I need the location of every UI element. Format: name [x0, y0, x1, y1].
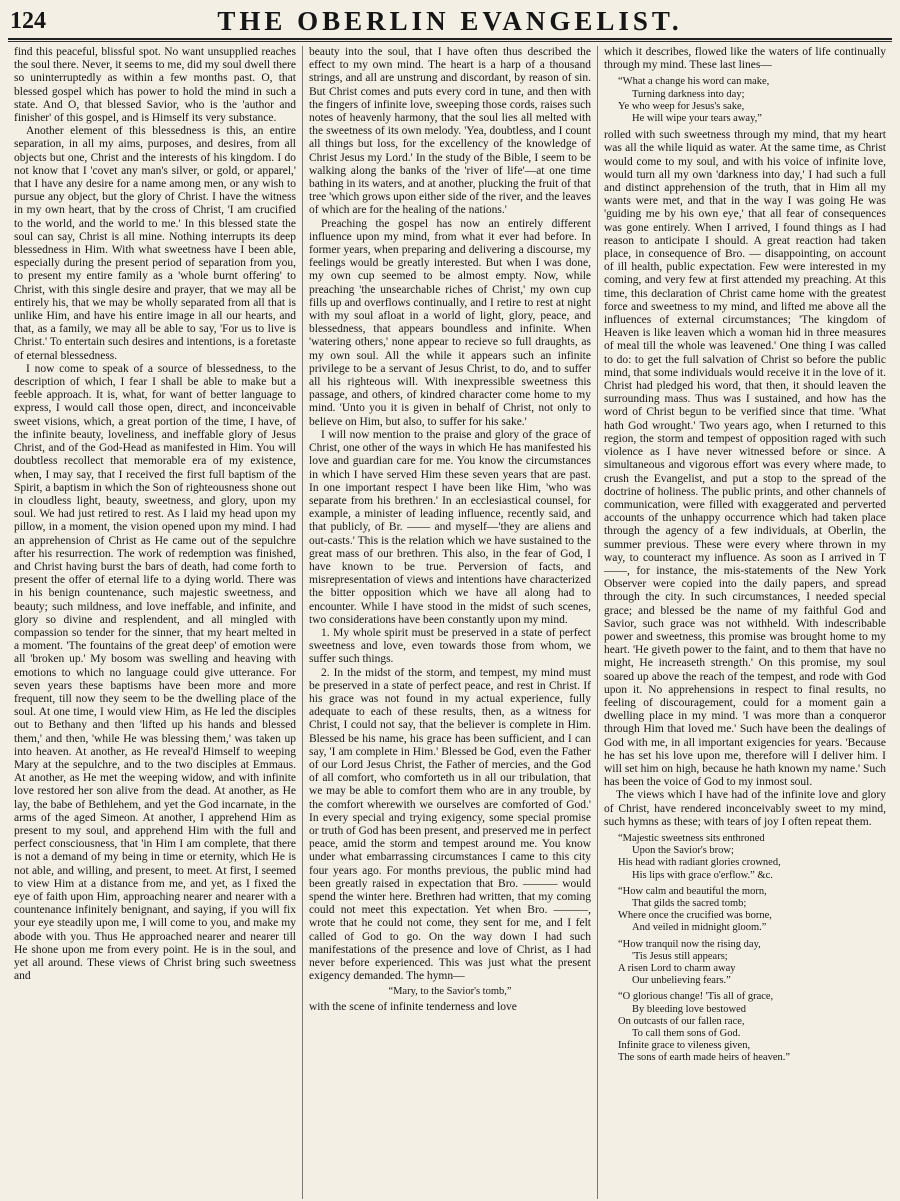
column-1	[8, 46, 302, 1199]
paragraph: which it describes, flowed like the waters of life continually through my mind. These last lines—	[604, 46, 886, 72]
paragraph: beauty into the soul, that I have often thus described the effect to my own mind. The heart is a harp of a thousand strings, and all are unstrung and discordant, by reason of sin. But Christ comes and puts every cord in tune, and then with the fingers of infinite love, sweeping those cords, raises such notes of heavenly harmony, that the soul lies all melted with the sweetness of its own melody. 'Yea, doubtless, and I count all things but loss, for the excellency of the knowledge of Christ Jesus my Lord.' In the study of the Bible, I seem to be walking along the banks of the 'river of life'—at one time bathing in its waters, and at another, plucking the fruit of that tree 'which grows upon either side of the river, and the leaves of which are for the healing of the nations.'	[309, 46, 591, 217]
verse-block	[618, 76, 886, 125]
verse-block	[618, 991, 886, 1064]
verse-line: “What a change his word can make,	[618, 76, 770, 88]
paragraph: I now come to speak of a source of blessedness, to the description of which, I fear I shall be able to make but a feeble approach. It is, what, for want of better language to express, I would call those open, direct, and inconceivable sweet visions, which, a great portion of the time, I have, of the infinite beauty, loveliness, and ineffable glory of Jesus Christ, and of the God-Head as manifested in Him. You will doubtless recollect that memorable era of my existence, when, I may say, that I received the first full baptism of the Spirit, a baptism in which the Son of righteousness shone out in cloudless light, beauty, sweetness, and glory, upon my soul. We had just retired to rest. As I laid my head upon my pillow, in a moment, the vision opened upon my mind. I had an apprehension of Christ as He came out of the sepulchre after his resurrection. The work of redemption was finished, and Christ having burst the bars of death, had come forth to present the offer of eternal life to a dying world. There was in his benign countenance, such majestic sweetness, and beauty; such mildness, and love ineffable, and infinite, and glory so divine and resplendent, and all mingled with compassion so tender for the sinner, that my heart melted in a moment. 'The fountains of the great deep' of emotion were all 'broken up.' My bosom was swelling and heaving with emotions to which no language could give utterance. For seven years these baptisms have been more and more frequent, till now they seem to be the dwelling place of the soul. At one time, I would view Him, as He led the disciples out to Bethany and then 'lifted up his hands and blessed them,' and then, 'while He was blessing them,' was taken up into heaven. At another, as He reveal'd Himself to weeping Mary at the sepulchre, and to the two disciples at Emmaus. At another, as He met the weeping widow, and with infinite love restored her son alive from the dead. At another, as He lay, the babe of Bethlehem, and yet the God incarnate, in the arms of the aged Simeon. At another, I apprehend Him as present to my soul, and apprehend Him with the full and perfect consciousness, that 'in Him I am complete, that there is not a demand of my being in time or eternity, which He is not able, and willing, and present, to meet. At first, I seemed to view Him at a distance from me, and yet, as I fixed the eye of faith upon Him, approaching nearer and nearer with a countenance infinitely benignant, and saying, if you will fix your eye steadily upon me, I will come to you, and make my abode with you. Thus He approached nearer and nearer till He shone upon me from every point. He is in the soul, and yet all around. These views of Christ bring such sweetness and	[14, 362, 296, 983]
verse-line: To call them sons of God.	[632, 1028, 741, 1040]
paragraph: Another element of this blessedness is this, an entire separation, in all my aims, purposes, and desires, from all objects but one, Christ and the interests of his kingdom. I do not know that I 'covet any man's silver, or gold, or apparel,' that I have any desire for a name among men, or any wish to pursue any object, but the glory of Christ. I have the witness in my own heart, that by the cross of Christ, 'I am crucified to the world, and the world to me.' In this blessed state the soul can say, Christ is all mine. Nothing interrupts its deep blessedness in Him. With what sweetness have I been able, especially during the present period of separation from you, to present my entire family as a 'whole burnt offering' to Christ, with this single desire and prayer, that we may all be entirely his, that we may be wholly separated from all that is unlike Him, and have his entire image in all our hearts, and that, as a family, we may all be able to say, 'For us to live is Christ.' To entertain such desires and intentions, is a foretaste of eternal blessedness.	[14, 125, 296, 362]
verse-line: “O glorious change! 'Tis all of grace,	[618, 991, 774, 1003]
verse-line: On outcasts of our fallen race,	[618, 1015, 745, 1027]
verse-line: The sons of earth made heirs of heaven.”	[618, 1052, 791, 1064]
paragraph: I will now mention to the praise and glory of the grace of Christ, one other of the ways in which He has manifested his love and guardian care for me. You know the circumstances in which I have served Him these seven years that are past. In one important respect I have been like Him, 'who was separate from his brethren.' In an ecclesiastical counsel, for example, a minister of leading influence, recently said, and that publicly, of Br. —— and myself—'they are aliens and out-casts.' This is the relation which we have sustained to the great mass of our brethren. This also, in the fear of God, I have known to be true. Perversion of facts, and misrepresentation of views and intentions have characterized the bitter opposition which we have all along had to encounter. While I have stood in the midst of such scenes, two considerations have been constantly upon my mind.	[309, 428, 591, 626]
page-number: 124	[10, 8, 46, 34]
verse-line: His head with radiant glories crowned,	[618, 857, 781, 869]
verse-line: “Majestic sweetness sits enthroned	[618, 832, 765, 844]
verse-line: “How tranquil now the rising day,	[618, 938, 761, 950]
verse-line: Our unbelieving fears.”	[632, 975, 731, 987]
verse-line: 'Tis Jesus still appears;	[632, 950, 728, 962]
verse-line: Infinite grace to vileness given,	[618, 1040, 751, 1052]
paragraph: 2. In the midst of the storm, and tempest, my mind must be preserved in a state of perfect peace, and rest in Christ. If his grace was not found in my actual experience, fully adequate to each of these results, then, as a witness for Christ, I could not say, that the believer is complete in Him. Blessed be his name, his grace has been sufficient, and I can say, 'I am complete in Him.' Blessed be God, even the Father of our Lord Jesus Christ, the Father of mercies, and the God of all comfort, who comforteth us in all our tribulation, that we may be able to comfort them who are in any trouble, by the comfort wherewith we ourselves are comforted of God.' In every special and trying exigency, some special promise or truth of God has been present, and preserved me in perfect peace, amid the storm and tempest around me. You know under what embarrassing circumstances I came to this city four years ago. For months previous, the public mind had been greatly raised in expectation that Bro. ——— would spend the winter here. Brethren had written, that my coming could not meet this expectation. Yet when Bro. ———, wrote that he could not come, they sent for me, and I felt called of God to go. On the way down I had such manifestations of the presence and love of Christ, as I had never before experienced. This was just what the present exigency demanded. The hymn—	[309, 666, 591, 983]
verse-line: Where once the crucified was borne,	[618, 910, 772, 922]
paragraph: Preaching the gospel has now an entirely different influence upon my mind, from what it ever had before. In former years, when preparing and delivering a discourse, my feelings would be greatly interested. But when I was done, my own cup seemed to be almost empty. Now, while preaching 'the unsearchable riches of Christ,' my own cup fills up and overflows continually, and I retire to rest at night with my soul afloat in a world of light, glory, peace, and blessedness, that appears boundless and infinite. When 'watering others,' none appear to recieve so full draughts, as my own soul. All the while it appears such an infinite privilege to be a servant of Jesus Christ, to do, and to suffer all his righteous will. With inexpressible sweetness this passage, and others, of kindred character come home to my mind. 'Unto you it is given in behalf of Christ, not only to believe on Him, but also, to suffer for his sake.'	[309, 217, 591, 428]
column-3	[597, 46, 892, 1199]
page-header	[8, 4, 892, 40]
article-columns	[8, 46, 892, 1199]
paragraph: find this peaceful, blissful spot. No want unsupplied reaches the soul there. Never, it seems to me, did my soul dwell there so uninterruptedly as within a few months past. O, that blessed gospel which has power to hold the mind in such a state. And O, that blessed Savior, who is the 'author and finisher' of this gospel, and is Himself its very substance.	[14, 46, 296, 125]
verse-block	[618, 886, 886, 935]
verse-line: His lips with grace o'erflow.” &c.	[632, 869, 773, 881]
verse-line: “How calm and beautiful the morn,	[618, 885, 767, 897]
verse-line: Turning darkness into day;	[632, 88, 745, 100]
verse-block	[618, 833, 886, 882]
paragraph: The views which I have had of the infinite love and glory of Christ, have rendered inconceivably sweet to my mind, such hymns as these; with tears of joy I often repeat them.	[604, 789, 886, 828]
journal-title: THE OBERLIN EVANGELIST.	[217, 6, 683, 36]
verse-block	[618, 939, 886, 988]
paragraph: rolled with such sweetness through my mind, that my heart was all the while liquid as water. At the same time, as Christ would come to my soul, and with his voice of infinite love, would turn all my own 'darkness into day,' I had such a full and distinct apprehension of the truth, that in Him all my wants were met, and that in the way I was going He was 'guiding me by his own eye,' that all fear of consequences was gone entirely. When I arrived, I found things as I had reason to anticipate I should. A great reaction had taken place, in consequence of Bro. — disappointing, on account of ill health, public expectation. Few were interested in my coming, and very few at first attended my preaching. At this time, this declaration of Christ came home with the greatest force and sweetness to my mind, and lifted me above all the influences of external circumstances; 'The kingdom of Heaven is like leaven which a woman hid in three measures of meal till the whole was leavened.' One thing I was called to do: to get the full salvation of Christ so before the public mind, that some individuals would receive it in the love of it. Christ had pledged his word, that then, it should leaven the surrounding mass. Thus was I sustained, and how has the word of Christ begun to be verified since that time. 'What hath God wrought.' Two years ago, when I returned to this region, the storm and tempest of opposition raged with such violence as I have never witnessed before or since. A simultaneous and vigorous effort was every where made, to crush the Evangelist, and put a stop to the spread of the doctrine of holiness. The public prints, and other channels of communication, were filled with exaggerated and perverted accounts of the unhappy occurrence which had taken place through the agency of a few individuals, at Oberlin, the summer previous. These were every where thrown in my way, to counteract my influence. As soon as I arrived in T——, for instance, the mis-statements of the New York Observer were copied into the daily papers, and spread through the city. In such circumstances, I needed special grace; and blessed be the name of my faithful God and Savior, such grace was not withheld. With indescribable power and sweetness, this promise was brought home to my heart. 'He giveth power to the faint, and to them that have no might, He increaseth strength.' On this promise, my soul soared up above the reach of the tempest, and rode with God upon it. No apprehensions in respect to final results, no feeling of discouragement, could for a moment gain a dwelling place in my mind. 'I was more than a conqueror through Him that loved me.' Such have been the dealings of God with me, in all important exigencies for years. 'Because he has set his love upon me, therefore will I deliver him. I will set him on high, because he hath known my name.' Such has been the voice of God to my inmost soul.	[604, 129, 886, 789]
header-rule	[8, 41, 892, 42]
verse-line: That gilds the sacred tomb;	[632, 898, 747, 909]
verse-line: And veiled in midnight gloom.”	[632, 922, 767, 934]
verse-line: Ye who weep for Jesus's sake,	[618, 100, 745, 112]
hymn-citation: “Mary, to the Savior's tomb,”	[388, 986, 512, 998]
verse-line: A risen Lord to charm away	[618, 963, 736, 975]
verse-line: He will wipe your tears away,”	[632, 113, 762, 125]
paragraph: 1. My whole spirit must be preserved in a state of perfect sweetness and love, even towards those from whom, we suffer such things.	[309, 626, 591, 666]
verse-line: By bleeding love bestowed	[632, 1003, 747, 1015]
paragraph: with the scene of infinite tenderness and love	[309, 1000, 517, 1013]
verse-line: Upon the Savior's brow;	[632, 845, 734, 857]
column-2	[302, 46, 597, 1199]
